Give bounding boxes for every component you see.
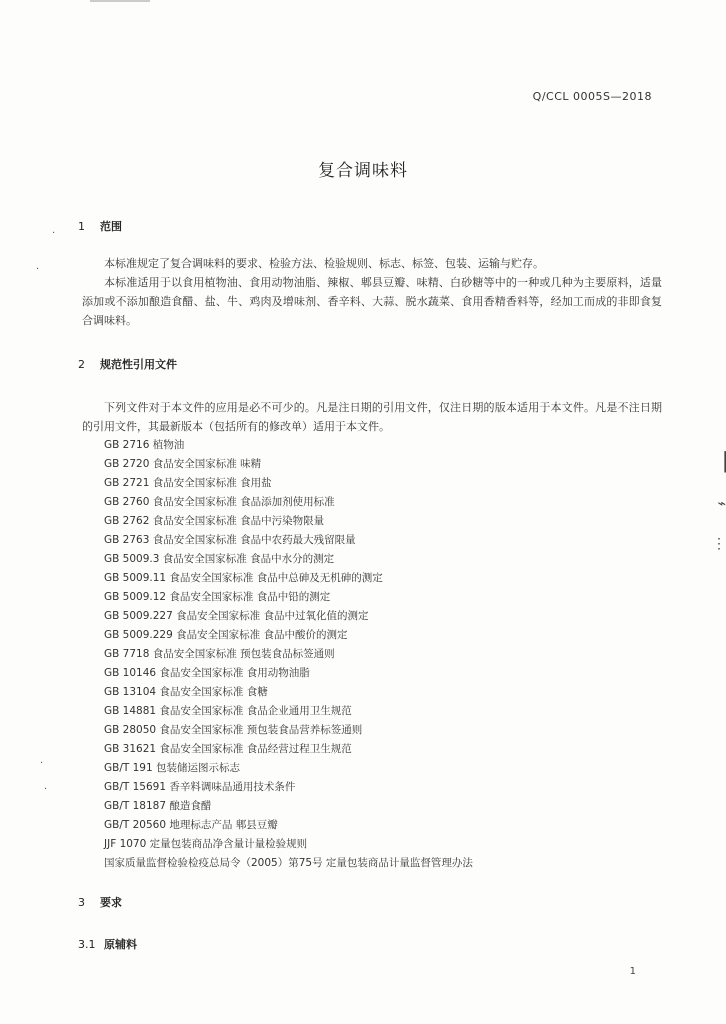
stamp-fragment: ⋮: [712, 536, 726, 552]
margin-dot: ·: [36, 264, 40, 275]
margin-dot: ·: [44, 784, 48, 795]
normative-text: [82, 398, 662, 436]
scope-paragraph-1: 本标准规定了复合调味料的要求、检验方法、检验规则、标志、标签、包装、运输与贮存。: [104, 257, 544, 270]
reference-item: GB 5009.11 食品安全国家标准 食品中总砷及无机砷的测定: [104, 572, 383, 584]
section-2-heading: [78, 356, 177, 372]
reference-item: GB/T 191 包装储运图示标志: [104, 762, 241, 774]
reference-item: GB 13104 食品安全国家标准 食糖: [104, 686, 268, 698]
reference-item: GB 7718 食品安全国家标准 预包装食品标签通则: [104, 648, 335, 660]
reference-item: GB 2760 食品安全国家标准 食品添加剂使用标准: [104, 496, 335, 508]
reference-item: 国家质量监督检验检疫总局令（2005）第75号 定量包装商品计量监督管理办法: [104, 857, 473, 869]
reference-item: JJF 1070 定量包装商品净含量计量检验规则: [104, 838, 308, 850]
section-title: 原辅料: [104, 938, 137, 951]
reference-list: [104, 436, 473, 873]
section-3-1-heading: [78, 936, 137, 952]
section-3-heading: [78, 894, 122, 910]
document-title: 复合调味料: [318, 161, 408, 181]
reference-item: GB 31621 食品安全国家标准 食品经营过程卫生规范: [104, 743, 352, 755]
margin-dot: ·: [40, 758, 44, 769]
stamp-fragment: ⌁: [717, 496, 726, 512]
page-number: 1: [629, 966, 636, 977]
reference-item: GB 28050 食品安全国家标准 预包装食品营养标签通则: [104, 724, 363, 736]
reference-item: GB 2716 植物油: [104, 439, 185, 451]
section-number: 1: [78, 220, 85, 233]
scope-text: [82, 254, 662, 330]
reference-item: GB/T 15691 香辛料调味品通用技术条件: [104, 781, 296, 793]
reference-item: GB/T 20560 地理标志产品 郫县豆瓣: [104, 819, 278, 831]
section-number: 3.1: [78, 938, 96, 951]
reference-item: GB 2762 食品安全国家标准 食品中污染物限量: [104, 515, 325, 527]
scope-paragraph-2: 本标准适用于以食用植物油、食用动物油脂、辣椒、郫县豆瓣、味精、白砂糖等中的一种或几种为主要原料，适量添加或不添加酿造食醋、盐、牛、鸡肉及增味剂、香辛料、大蒜、脱水蔬菜、食用香精香料等，经加工而成的非即食复合调味料。: [82, 276, 662, 327]
reference-item: GB/T 18187 酿造食醋: [104, 800, 212, 812]
scan-artifact: [90, 0, 150, 2]
section-number: 2: [78, 358, 85, 371]
stamp-fragment: ▕: [712, 452, 726, 473]
reference-item: GB 5009.229 食品安全国家标准 食品中酸价的测定: [104, 629, 348, 641]
reference-item: GB 14881 食品安全国家标准 食品企业通用卫生规范: [104, 705, 352, 717]
section-title: 规范性引用文件: [100, 358, 177, 371]
reference-item: GB 5009.12 食品安全国家标准 食品中铅的测定: [104, 591, 331, 603]
section-title: 要求: [100, 896, 122, 909]
reference-item: GB 10146 食品安全国家标准 食用动物油脂: [104, 667, 310, 679]
reference-item: GB 2721 食品安全国家标准 食用盐: [104, 477, 272, 489]
section-title: 范围: [100, 220, 122, 233]
reference-item: GB 5009.227 食品安全国家标准 食品中过氧化值的测定: [104, 610, 369, 622]
reference-item: GB 5009.3 食品安全国家标准 食品中水分的测定: [104, 553, 335, 565]
margin-dot: ·: [52, 228, 56, 239]
section-number: 3: [78, 896, 85, 909]
section-1-heading: [78, 218, 122, 234]
normative-paragraph: 下列文件对于本文件的应用是必不可少的。凡是注日期的引用文件，仅注日期的版本适用于本文件。凡是不注日期的引用文件，其最新版本（包括所有的修改单）适用于本文件。: [82, 401, 662, 433]
standard-code: Q/CCL 0005S—2018: [532, 90, 652, 103]
reference-item: GB 2720 食品安全国家标准 味精: [104, 458, 262, 470]
reference-item: GB 2763 食品安全国家标准 食品中农药最大残留限量: [104, 534, 356, 546]
